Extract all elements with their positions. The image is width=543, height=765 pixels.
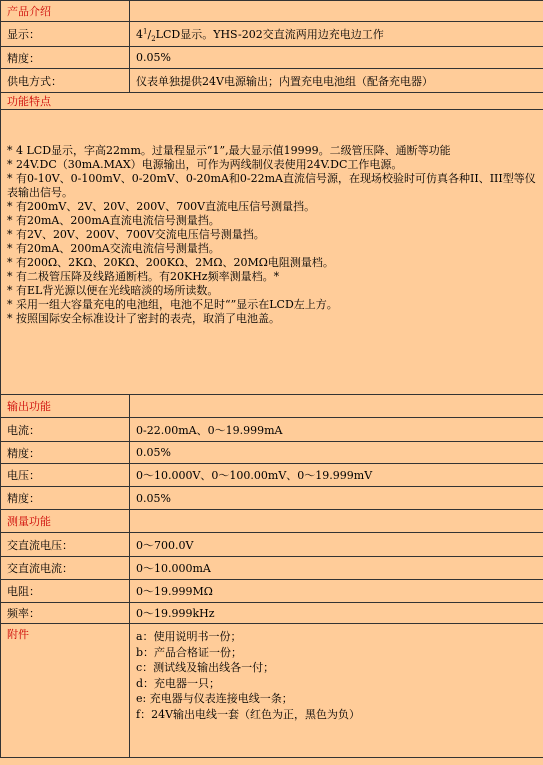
spec-value: 0.05% (130, 47, 543, 69)
spec-value: 0～10.000mA (130, 557, 543, 580)
output-row-voltage (1, 464, 543, 487)
section-title-measure: 测量功能 (1, 510, 130, 533)
spec-value: 0～10.000V、0～100.00mV、0～19.999mV (130, 464, 543, 487)
features-row (1, 110, 543, 395)
feature-item: * 有二极管压降及线路通断档。有20KHz频率测量档。* (7, 270, 280, 283)
spec-value: 0-22.00mA、0～19.999mA (130, 418, 543, 442)
feature-item: * 有2V、20V、200V、700V交流电压信号测量挡。 (7, 228, 265, 241)
output-row-current (1, 418, 543, 442)
accessories-list (130, 624, 543, 758)
feature-item: * 有EL背光源以便在光线暗淡的场所读数。 (7, 284, 219, 297)
spec-value: 0～19.999kHz (130, 603, 543, 624)
accessory-item: c：测试线及输出线各一付； (136, 661, 275, 674)
empty-cell (130, 1, 543, 22)
section-title-features: 功能特点 (1, 93, 543, 110)
output-row-accuracy-1 (1, 442, 543, 464)
measure-row-ac-dc-voltage (1, 533, 543, 557)
feature-item: * 有200Ω、2KΩ、20KΩ、200KΩ、2MΩ、20MΩ电阻测量档。 (7, 256, 334, 269)
feature-item: * 有200mV、2V、20V、200V、700V直流电压信号测量挡。 (7, 200, 316, 213)
accessory-item: b：产品合格证一份； (136, 645, 243, 659)
feature-item: * 有20mA、200mA交流电流信号测量挡。 (7, 242, 220, 255)
spec-label: 电阻： (1, 580, 130, 603)
measure-row-frequency (1, 603, 543, 624)
spec-value: 0.05% (130, 487, 543, 510)
spec-value: 0～19.999MΩ (130, 580, 543, 603)
spec-row-display (1, 22, 543, 47)
spec-label: 精度： (1, 47, 130, 69)
feature-item: * 4 LCD显示，字高22mm。过量程显示“1”,最大显示值19999。二级管压降、通断等功能 (7, 144, 451, 157)
accessory-item: a：使用说明书一份； (136, 630, 242, 643)
spec-label: 交直流电压： (1, 533, 130, 557)
features-list (1, 110, 543, 395)
feature-item: * 有0-10V、0-100mV、0-20mV、0-20mA和0-22mA直流信号源，在现场校验时可仿真各种II、III型等仪表输出信号。 (7, 172, 536, 199)
spec-label: 显示： (1, 22, 130, 47)
spec-value: 0.05% (130, 442, 543, 464)
spec-row-accuracy (1, 47, 543, 69)
measure-row-ac-dc-current (1, 557, 543, 580)
spec-value-display: $4^1/_2LCD$显示。YHS-202交直流两用边充电边工作 (130, 22, 543, 47)
feature-item: * 24V.DC（30mA.MAX）电源输出，可作为两线制仪表使用24V.DC工作电源。 (7, 158, 403, 171)
accessory-item: f：24V输出电线一套（红色为正，黑色为负） (136, 707, 361, 721)
empty-cell (130, 395, 543, 418)
spec-label: 电压： (1, 464, 130, 487)
section-row-intro (1, 1, 543, 22)
feature-item: * 采用一组大容量充电的电池组，电池不足时“”显示在LCD左上方。 (7, 298, 338, 311)
spec-label: 供电方式： (1, 69, 130, 93)
accessory-item: d：充电器一只； (136, 676, 221, 690)
output-row-accuracy-2 (1, 487, 543, 510)
feature-item: * 按照国际安全标准设计了密封的表壳，取消了电池盖。 (7, 312, 280, 325)
accessories-row (1, 624, 543, 758)
section-row-output (1, 395, 543, 418)
spec-label: 精度： (1, 487, 130, 510)
section-row-measure (1, 510, 543, 533)
spec-value: 0～700.0V (130, 533, 543, 557)
spec-label: 频率： (1, 603, 130, 624)
section-title-output: 输出功能 (1, 395, 130, 418)
section-row-features (1, 93, 543, 110)
section-title-intro: 产品介绍 (1, 1, 130, 22)
empty-cell (130, 510, 543, 533)
section-title-accessories: 附件 (1, 624, 130, 758)
accessory-item: e: 充电器与仪表连接电线一条； (136, 692, 293, 705)
spec-label: 电流： (1, 418, 130, 442)
spec-label: 交直流电流： (1, 557, 130, 580)
spec-label: 精度： (1, 442, 130, 464)
feature-item: * 有20mA、200mA直流电流信号测量挡。 (7, 214, 220, 227)
spec-value: 仪表单独提供24V电源输出；内置充电电池组（配备充电器） (130, 69, 543, 93)
spec-row-power (1, 69, 543, 93)
measure-row-resistance (1, 580, 543, 603)
